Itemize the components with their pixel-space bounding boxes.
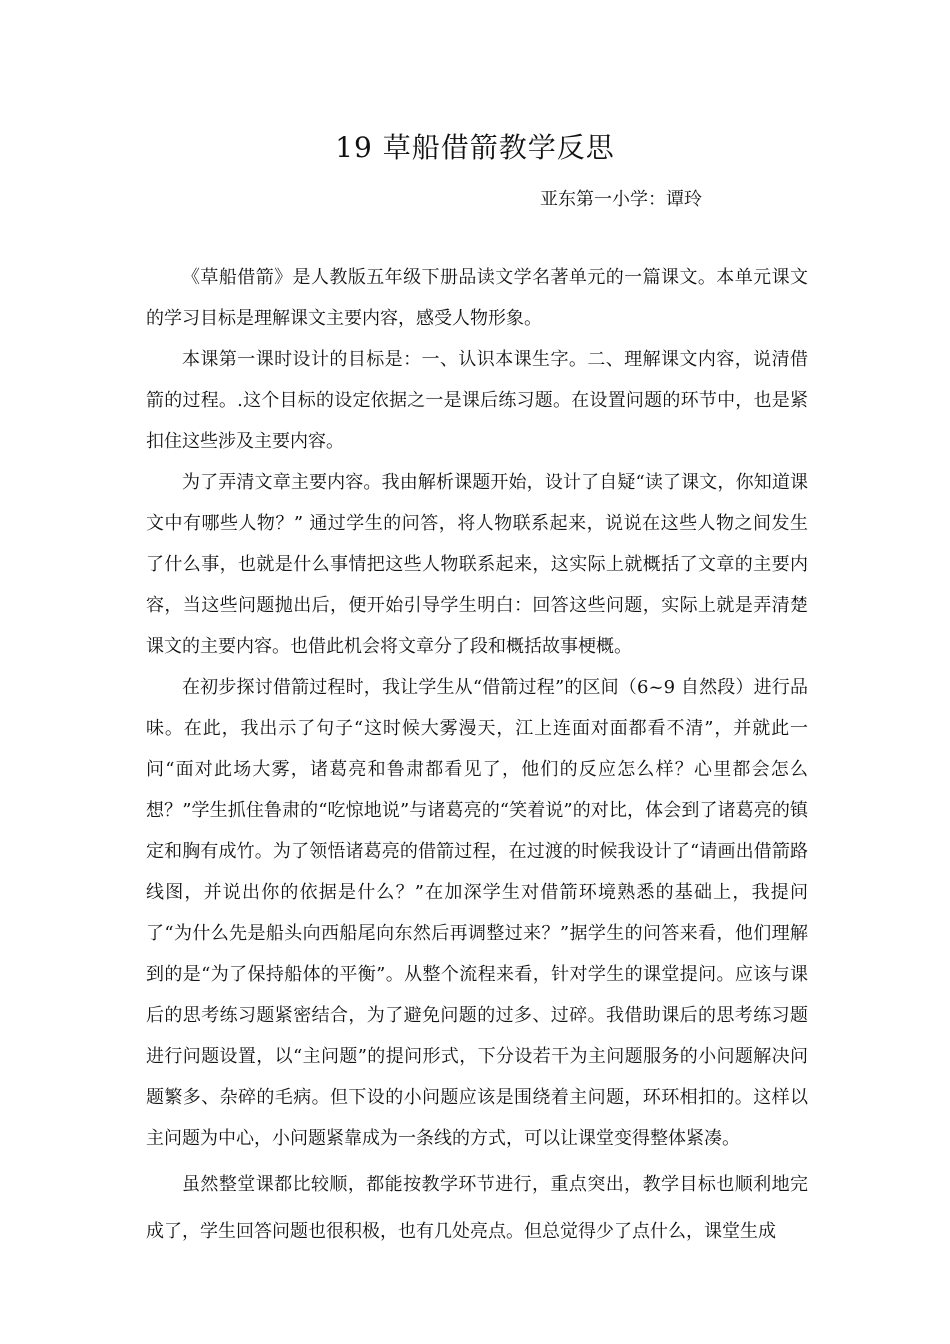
document-author: 亚东第一小学：谭玲: [540, 189, 702, 210]
document-title: 19 草船借箭教学反思: [335, 131, 615, 164]
paragraph-5: 虽然整堂课都比较顺，都能按教学环节进行，重点突出，教学目标也顺利地完成了，学生回答问题也很积极，也有几处亮点。但总觉得少了点什么，课堂生成: [146, 1174, 808, 1242]
document-body: [146, 257, 808, 1255]
paragraph-3: 为了弄清文章主要内容。我由解析课题开始，设计了自疑“读了课文，你知道课文中有哪些人物？” 通过学生的问答，将人物联系起来，说说在这些人物之间发生了什么事，也就是什么事情把这些人物联系起来，这实际上就概括了文章的主要内容，当这些问题抛出后，便开始引导学生明白：回答这些问题，实际上就是弄清楚课文的主要内容。也借此机会将文章分了段和概括故事梗概。: [146, 472, 808, 657]
paragraph-1: 《草船借箭》是人教版五年级下册品读文学名著单元的一篇课文。本单元课文的学习目标是理解课文主要内容，感受人物形象。: [146, 267, 808, 329]
paragraph-4: 在初步探讨借箭过程时，我让学生从“借箭过程”的区间（6~9 自然段）进行品味。在此，我出示了句子“这时候大雾漫天，江上连面对面都看不清”，并就此一问“面对此场大雾，诸葛亮和鲁肃都看见了，他们的反应怎么样？心里都会怎么想？”学生抓住鲁肃的“吃惊地说”与诸葛亮的“笑着说”的对比，体会到了诸葛亮的镇定和胸有成竹。为了领悟诸葛亮的借箭过程，在过渡的时候我设计了“请画出借箭路线图，并说出你的依据是什么？”在加深学生对借箭环境熟悉的基础上，我提问了“为什么先是船头向西船尾向东然后再调整过来？”据学生的问答来看，他们理解到的是“为了保持船体的平衡”。从整个流程来看，针对学生的课堂提问。应该与课后的思考练习题紧密结合，为了避免问题的过多、过碎。我借助课后的思考练习题进行问题设置，以“主问题”的提问形式，下分设若干为主问题服务的小问题解决问题繁多、杂碎的毛病。但下设的小问题应该是围绕着主问题，环环相扣的。这样以主问题为中心，小问题紧靠成为一条线的方式，可以让课堂变得整体紧凑。: [146, 677, 808, 1149]
paragraph-2: 本课第一课时设计的目标是：一、认识本课生字。二、理解课文内容，说清借箭的过程。.这个目标的设定依据之一是课后练习题。在设置问题的环节中，也是紧扣住这些涉及主要内容。: [146, 349, 808, 452]
